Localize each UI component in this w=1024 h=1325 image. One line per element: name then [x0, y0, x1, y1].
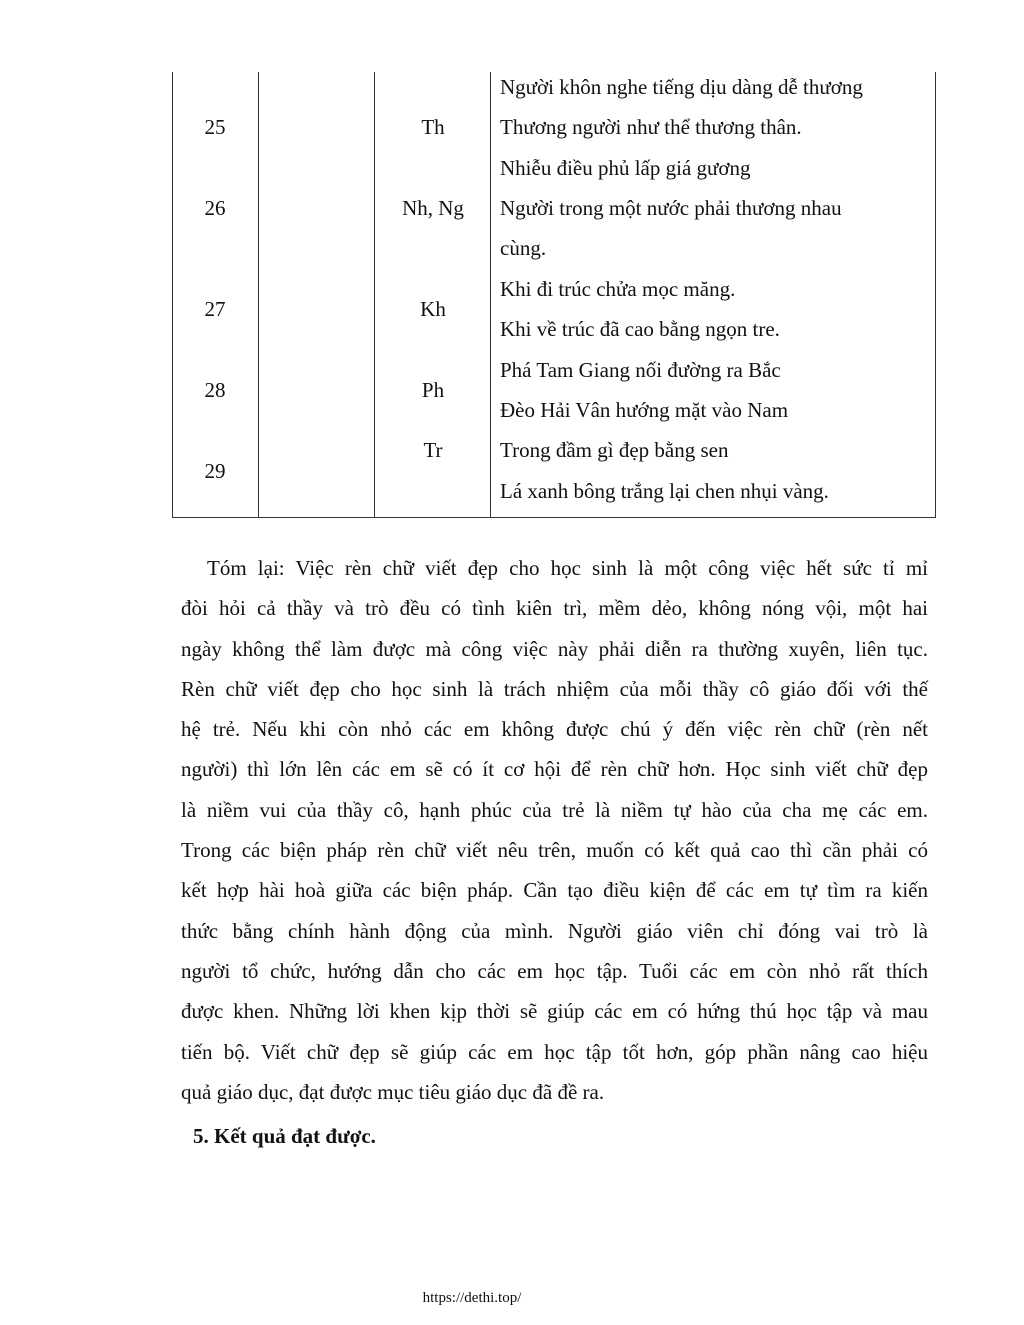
paragraph-line: ngày không thể làm được mà công việc này phải diễn ra thường xuyên, liên tục.	[181, 636, 928, 661]
table-border-right	[935, 72, 936, 518]
row-text-line: Trong đầm gì đẹp bằng sen	[500, 438, 729, 462]
paragraph-line: được khen. Những lời khen kịp thời sẽ giúp các em có hứng thú học tập và mau	[181, 999, 928, 1024]
row-text-line: Phá Tam Giang nối đường ra Bắc	[500, 358, 781, 382]
row-number: 29	[204, 459, 226, 483]
table-divider-1	[258, 72, 259, 518]
paragraph-line: đòi hỏi cả thầy và trò đều có tình kiên trì, mềm dẻo, không nóng vội, một hai	[181, 596, 928, 621]
row-number: 25	[204, 115, 226, 139]
row-letters: Tr	[423, 438, 443, 462]
row-text-line: Khi đi trúc chửa mọc măng.	[500, 277, 736, 301]
row-letters: Th	[421, 115, 445, 139]
paragraph-line: tiến bộ. Viết chữ đẹp sẽ giúp các em học tập tốt hơn, góp phần nâng cao hiệu	[181, 1039, 928, 1064]
paragraph-line: quả giáo dục, đạt được mục tiêu giáo dục đã đề ra.	[181, 1079, 605, 1104]
row-number: 26	[204, 196, 226, 220]
row-text-line: cùng.	[500, 236, 547, 260]
paragraph-line: người tổ chức, hướng dẫn cho các em học tập. Tuổi các em còn nhỏ rất thích	[181, 958, 928, 983]
poem-table	[172, 72, 936, 518]
row-letters: Ph	[421, 378, 445, 402]
paragraph-line: người) thì lớn lên các em sẽ có ít cơ hội để rèn chữ hơn. Học sinh viết chữ đẹp	[181, 757, 928, 782]
row-letters: Kh	[420, 297, 446, 321]
section-heading: 5. Kết quả đạt được.	[193, 1124, 376, 1148]
row-number: 28	[204, 378, 226, 402]
row-letters: Nh, Ng	[402, 196, 464, 220]
paragraph-line: kết hợp hài hoà giữa các biện pháp. Cần tạo điều kiện để các em tự tìm ra kiến	[181, 878, 928, 903]
paragraph-line: Trong các biện pháp rèn chữ viết nêu trên, muốn có kết quả cao thì cần phải có	[181, 838, 928, 863]
paragraph-line: thức bằng chính hành động của mình. Người giáo viên chỉ đóng vai trò là	[181, 918, 928, 943]
row-text-line: Khi về trúc đã cao bằng ngọn tre.	[500, 317, 780, 341]
row-text-line: Người khôn nghe tiếng dịu dàng dễ thương	[500, 75, 863, 99]
paragraph-line: là niềm vui của thầy cô, hạnh phúc của trẻ là niềm tự hào của cha mẹ các em.	[181, 797, 928, 822]
summary-paragraph	[181, 548, 928, 1112]
table-border-bottom	[172, 517, 936, 518]
paragraph-line: Tóm lại: Việc rèn chữ viết đẹp cho học sinh là một công việc hết sức tỉ mỉ	[207, 556, 928, 580]
row-number: 27	[204, 297, 226, 321]
paragraph-line: Rèn chữ viết đẹp cho học sinh là trách nhiệm của mỗi thầy cô giáo đối với thế	[181, 676, 928, 701]
paragraph-line: hệ trẻ. Nếu khi còn nhỏ các em không được chú ý đến việc rèn chữ (rèn nết	[181, 717, 928, 742]
footer-url[interactable]: https://dethi.top/	[422, 1290, 522, 1306]
row-text-line: Thương người như thể thương thân.	[500, 115, 802, 139]
row-text-line: Đèo Hải Vân hướng mặt vào Nam	[500, 398, 789, 422]
row-text-line: Nhiễu điều phủ lấp giá gương	[500, 156, 751, 180]
row-text-line: Người trong một nước phải thương nhau	[500, 196, 842, 220]
row-text-line: Lá xanh bông trắng lại chen nhụi vàng.	[500, 479, 829, 503]
